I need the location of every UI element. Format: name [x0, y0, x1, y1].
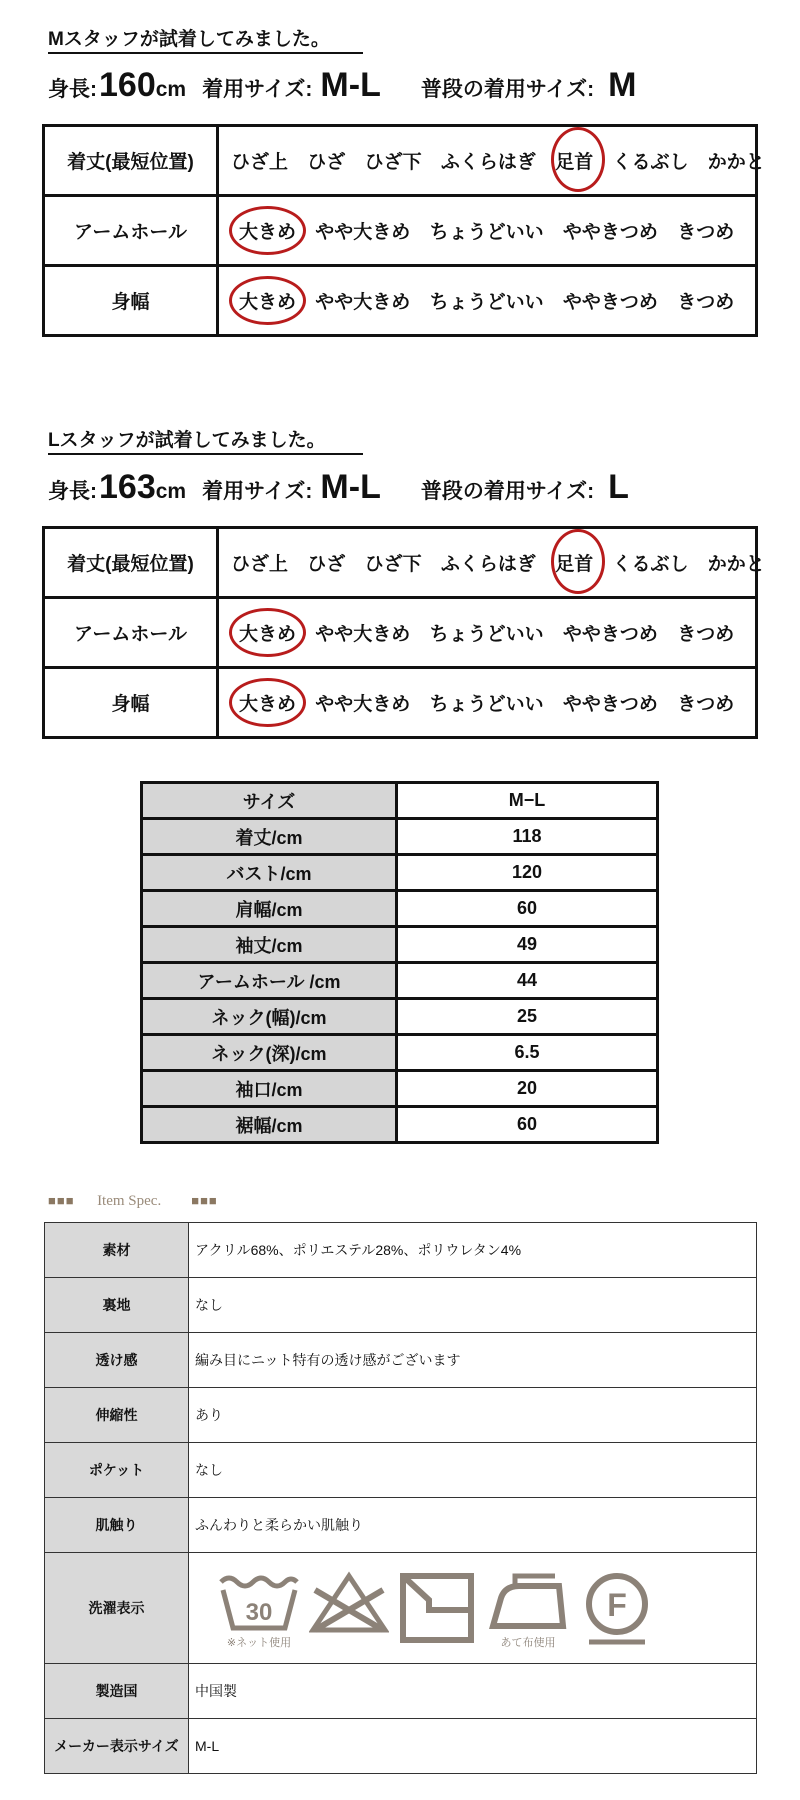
size-row-label: 着丈/cm [142, 819, 397, 855]
size-row-value: 120 [397, 855, 658, 891]
fit-option: ひざ [307, 152, 346, 173]
height-label: 身長: [48, 480, 97, 503]
m-staff-title: Mスタッフが試着してみました。 [48, 24, 363, 54]
item-spec-table [44, 1222, 757, 1774]
fit-option: ちょうどいい [429, 292, 544, 313]
fit-row-label: 身幅 [44, 668, 218, 738]
spec-row [45, 1664, 757, 1719]
spec-row [45, 1223, 757, 1278]
size-table [140, 781, 659, 1144]
fit-option-selected: 大きめ [239, 217, 296, 244]
usual-size-value: M [608, 66, 637, 104]
fit-option-selected: 足首 [555, 147, 593, 174]
size-header-label: サイズ [142, 783, 397, 819]
iron-icon [485, 1570, 571, 1650]
size-row-value: 20 [397, 1071, 658, 1107]
fit-option: やや大きめ [315, 222, 411, 243]
spec-value: なし [189, 1278, 757, 1333]
no-bleach-icon [309, 1570, 389, 1634]
fit-option: ややきつめ [562, 694, 658, 715]
size-row-label: 袖口/cm [142, 1071, 397, 1107]
l-staff-fit-table [42, 526, 765, 739]
spec-row [45, 1333, 757, 1388]
fit-option: きつめ [677, 624, 735, 645]
usual-size-value: L [608, 468, 629, 506]
size-row-value: 118 [397, 819, 658, 855]
hand-wash-30-icon [217, 1570, 301, 1650]
fit-row-width [44, 266, 757, 336]
fit-row-label: 着丈(最短位置) [44, 126, 218, 196]
size-row-label: 袖丈/cm [142, 927, 397, 963]
heading-squares-left: ■■■ [48, 1193, 75, 1208]
fit-options [218, 196, 757, 266]
wash-temp-text: 30 [245, 1599, 273, 1626]
heading-squares-right: ■■■ [191, 1193, 218, 1208]
fit-options [218, 266, 757, 336]
iron-note: あて布使用 [500, 1637, 556, 1649]
wear-size-value: M-L [320, 468, 381, 506]
fit-option: ややきつめ [562, 624, 658, 645]
height-value: 163 [99, 468, 156, 506]
usual-size-label: 普段の着用サイズ: [420, 480, 595, 503]
size-row [142, 999, 658, 1035]
fit-row-length [44, 126, 757, 196]
l-staff-stats [48, 468, 629, 507]
dry-clean-circle-icon [579, 1570, 655, 1646]
height-unit: cm [155, 480, 187, 503]
size-row-label: ネック(深)/cm [142, 1035, 397, 1071]
size-row-value: 60 [397, 891, 658, 927]
fit-option: ちょうどいい [429, 222, 544, 243]
fit-option: きつめ [677, 694, 735, 715]
spec-row [45, 1498, 757, 1553]
dry-clean-f-icon [579, 1570, 655, 1646]
dry-clean-letter: F [607, 1587, 627, 1623]
wear-size-label: 着用サイズ: [202, 480, 313, 503]
spec-label: 製造国 [45, 1664, 189, 1719]
fit-option: ひざ上 [231, 152, 289, 173]
size-row [142, 927, 658, 963]
wash-tub-icon [217, 1570, 301, 1634]
usual-size-label: 普段の着用サイズ: [420, 78, 595, 101]
fit-option: きつめ [677, 292, 735, 313]
fit-option: ひざ [307, 554, 346, 575]
wear-size-value: M-L [320, 66, 381, 104]
fit-option: やや大きめ [315, 694, 411, 715]
spec-label: 肌触り [45, 1498, 189, 1553]
spec-row [45, 1443, 757, 1498]
fit-row-label: 身幅 [44, 266, 218, 336]
fit-row-width [44, 668, 757, 738]
spec-row [45, 1388, 757, 1443]
m-staff-fit-table [42, 124, 765, 337]
spec-label: 伸縮性 [45, 1388, 189, 1443]
spec-label: 裏地 [45, 1278, 189, 1333]
spec-value: 編み目にニット特有の透け感がございます [189, 1333, 757, 1388]
fit-option: ひざ下 [364, 554, 422, 575]
size-row-value: 44 [397, 963, 658, 999]
height-label: 身長: [48, 78, 97, 101]
fit-option: やや大きめ [315, 292, 411, 313]
m-staff-stats [48, 66, 636, 105]
fit-option: くるぶし [612, 152, 689, 173]
size-row [142, 819, 658, 855]
size-row-value: 25 [397, 999, 658, 1035]
size-row-label: アームホール /cm [142, 963, 397, 999]
size-row-label: ネック(幅)/cm [142, 999, 397, 1035]
fit-option: ちょうどいい [429, 624, 544, 645]
fit-row-label: アームホール [44, 196, 218, 266]
fit-options [218, 668, 757, 738]
size-row-value: 6.5 [397, 1035, 658, 1071]
wash-note: ※ネット使用 [226, 1637, 292, 1649]
fit-row-label: 着丈(最短位置) [44, 528, 218, 598]
size-row-label: バスト/cm [142, 855, 397, 891]
fit-option-selected: 大きめ [239, 287, 296, 314]
fit-option: くるぶし [612, 554, 689, 575]
spec-value: M-L [189, 1719, 757, 1774]
size-table-header [142, 783, 658, 819]
size-header-value: M−L [397, 783, 658, 819]
l-staff-title: Lスタッフが試着してみました。 [48, 425, 363, 455]
fit-option: ちょうどいい [429, 694, 544, 715]
size-row-value: 60 [397, 1107, 658, 1143]
fit-option-selected: 大きめ [239, 619, 296, 646]
size-row [142, 1107, 658, 1143]
dry-flat-icon [397, 1570, 477, 1646]
spec-label: メーカー表示サイズ [45, 1719, 189, 1774]
spec-value: なし [189, 1443, 757, 1498]
spec-row [45, 1719, 757, 1774]
dry-square-icon [397, 1570, 477, 1646]
spec-value: アクリル68%、ポリエステル28%、ポリウレタン4% [189, 1223, 757, 1278]
fit-row-armhole [44, 598, 757, 668]
care-icons [195, 1566, 756, 1650]
fit-option: かかと [707, 152, 765, 173]
fit-option-selected: 大きめ [239, 689, 296, 716]
bleach-triangle-icon [309, 1570, 389, 1634]
item-spec-heading [48, 1193, 218, 1210]
size-row [142, 963, 658, 999]
spec-label: ポケット [45, 1443, 189, 1498]
spec-label: 透け感 [45, 1333, 189, 1388]
spec-value: 中国製 [189, 1664, 757, 1719]
fit-option: ややきつめ [562, 292, 658, 313]
item-spec-title: Item Spec. [97, 1193, 162, 1209]
size-row [142, 1071, 658, 1107]
fit-option: ふくらはぎ [440, 554, 536, 575]
fit-row-label: アームホール [44, 598, 218, 668]
fit-row-armhole [44, 196, 757, 266]
height-unit: cm [155, 78, 187, 101]
spec-value: あり [189, 1388, 757, 1443]
fit-option: ひざ上 [231, 554, 289, 575]
spec-label: 洗濯表示 [45, 1553, 189, 1664]
fit-option: ふくらはぎ [440, 152, 536, 173]
fit-options [218, 126, 765, 196]
fit-option-selected: 足首 [555, 549, 593, 576]
iron-shape-icon [485, 1570, 571, 1634]
spec-value: ふんわりと柔らかい肌触り [189, 1498, 757, 1553]
fit-option: かかと [707, 554, 765, 575]
size-row-label: 肩幅/cm [142, 891, 397, 927]
size-row-value: 49 [397, 927, 658, 963]
wear-size-label: 着用サイズ: [202, 78, 313, 101]
fit-option: ひざ下 [364, 152, 422, 173]
spec-row [45, 1278, 757, 1333]
fit-row-length [44, 528, 757, 598]
fit-option: きつめ [677, 222, 735, 243]
fit-options [218, 598, 757, 668]
size-row [142, 855, 658, 891]
spec-row-care [45, 1553, 757, 1664]
fit-option: やや大きめ [315, 624, 411, 645]
size-row [142, 1035, 658, 1071]
fit-option: ややきつめ [562, 222, 658, 243]
spec-label: 素材 [45, 1223, 189, 1278]
fit-options [218, 528, 765, 598]
size-row-label: 裾幅/cm [142, 1107, 397, 1143]
height-value: 160 [99, 66, 156, 104]
size-row [142, 891, 658, 927]
care-icons-cell [189, 1553, 757, 1664]
